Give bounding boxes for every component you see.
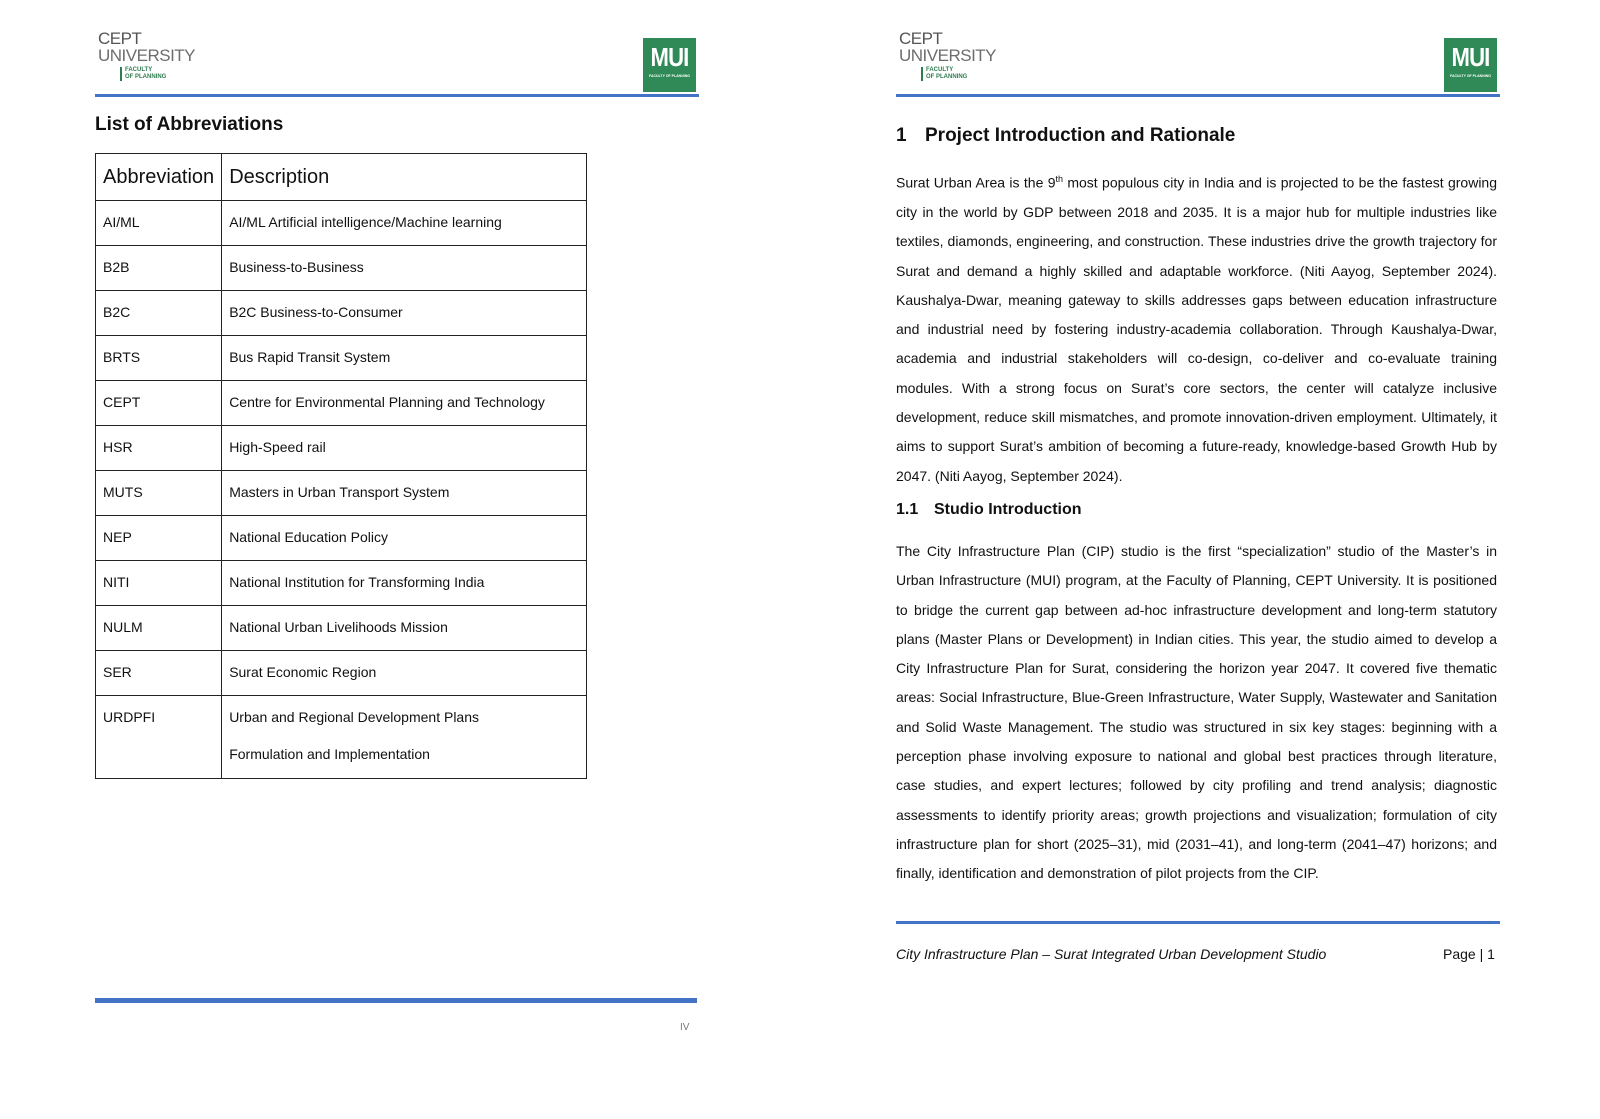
desc-cell: Business-to-Business: [222, 246, 587, 291]
table-row: [96, 651, 587, 696]
logo-faculty-line2: OF PLANNING: [926, 74, 968, 80]
column-header-description: Description: [222, 154, 587, 201]
logo-text-cept: CEPT: [98, 29, 142, 48]
section-heading: [896, 125, 1235, 147]
mui-logo-text: MUI: [1451, 42, 1490, 72]
footer-title: City Infrastructure Plan – Surat Integrated Urban Development Studio: [896, 946, 1327, 962]
mui-logo: [643, 38, 696, 92]
desc-cell: High-Speed rail: [222, 426, 587, 471]
logo-text-university: UNIVERSITY: [98, 46, 196, 65]
abbreviations-table: [95, 153, 587, 779]
page-number: Page | 1: [1443, 946, 1495, 962]
desc-cell: [222, 696, 587, 779]
intro-text-start: Surat Urban Area is the 9: [896, 174, 1056, 191]
table-row: [96, 381, 587, 426]
studio-paragraph: The City Infrastructure Plan (CIP) studio is the first “specialization” studio of the Master’s in Urban Infrastructure (MUI) program, at the Faculty of Planning, CEPT University. It is positioned to bridge the current gap between ad-hoc infrastructure development and long-term statutory plans (Master Plans or Development) in Indian cities. This year, the studio aimed to develop a City Infrastructure Plan for Surat, considering the horizon year 2047. It covered five thematic areas: Social Infrastructure, Blue-Green Infrastructure, Water Supply, Wastewater and Sanitation and Solid Waste Management. The studio was structured in six key stages: beginning with a perception phase involving exposure to national and global best practices through literature, case studies, and expert lectures; followed by city profiling and trend analysis; diagnostic assessments to identify priority areas; growth projections and visualization; formulation of city infrastructure plan for short (2025–31), mid (2031–41), and long-term (2041–47) horizons; and finally, identification and demonstration of pilot projects from the CIP.: [896, 543, 1497, 882]
section-title: List of Abbreviations: [95, 114, 284, 135]
table-row: [96, 246, 587, 291]
logo-text-university: UNIVERSITY: [899, 46, 997, 65]
desc-cell: National Education Policy: [222, 516, 587, 561]
abbr-cell: CEPT: [96, 381, 222, 426]
subsection-heading: [896, 501, 1082, 519]
header-rule: [896, 94, 1500, 97]
logo-faculty-line1: FACULTY: [926, 67, 954, 73]
abbr-cell: MUTS: [96, 471, 222, 516]
table-header-row: [96, 154, 587, 201]
logo-faculty: [921, 67, 999, 81]
table-row: [96, 291, 587, 336]
desc-cell: National Institution for Transforming India: [222, 561, 587, 606]
desc-line-1: Urban and Regional Development Plans: [229, 709, 480, 725]
abbr-cell: AI/ML: [96, 201, 222, 246]
desc-cell: Surat Economic Region: [222, 651, 587, 696]
logo-text-cept: CEPT: [899, 29, 943, 48]
desc-cell: AI/ML Artificial intelligence/Machine learning: [222, 201, 587, 246]
desc-cell: Bus Rapid Transit System: [222, 336, 587, 381]
desc-cell: National Urban Livelihoods Mission: [222, 606, 587, 651]
table-row: [96, 516, 587, 561]
mui-logo-subtext: FACULTY OF PLANNING: [1450, 74, 1491, 78]
section-number: 1: [896, 125, 907, 146]
table-row: [96, 426, 587, 471]
abbr-cell: B2B: [96, 246, 222, 291]
desc-cell: Centre for Environmental Planning and Technology: [222, 381, 587, 426]
abbr-cell: B2C: [96, 291, 222, 336]
desc-cell: B2C Business-to-Consumer: [222, 291, 587, 336]
mui-logo: [1444, 38, 1497, 92]
abbr-cell: NEP: [96, 516, 222, 561]
desc-line-2: Formulation and Implementation: [229, 746, 430, 762]
subsection-number: 1.1: [896, 501, 919, 518]
logo-faculty-line1: FACULTY: [125, 67, 153, 73]
page-number: IV: [680, 1022, 690, 1033]
table-row: [96, 606, 587, 651]
cept-university-logo: [899, 30, 999, 85]
right-page: [800, 0, 1600, 1119]
abbr-cell: NULM: [96, 606, 222, 651]
abbr-cell: URDPFI: [96, 696, 222, 779]
intro-text-rest: most populous city in India and is projected to be the fastest growing city in the world by GDP between 2018 and 2035. It is a major hub for multiple industries like textiles, diamonds, engineering, and construction. These industries drive the growth trajectory for Surat and demand a highly skilled and adaptable workforce. (Niti Aayog, September 2024). Kaushalya-Dwar, meaning gateway to skills addresses gaps between education infrastructure and industrial need by fostering industry-academia collaboration. Through Kaushalya-Dwar, academia and industrial stakeholders will co-design, co-deliver and co-evaluate training modules. With a strong focus on Surat’s core sectors, the center will catalyze inclusive development, reduce skill mismatches, and promote innovation-driven employment. Ultimately, it aims to support Surat’s ambition of becoming a future-ready, knowledge-based Growth Hub by 2047. (Niti Aayog, September 2024).: [896, 174, 1497, 484]
cept-university-logo: [98, 30, 198, 85]
table-row: [96, 696, 587, 779]
table-row: [96, 471, 587, 516]
table-row: [96, 561, 587, 606]
abbr-cell: HSR: [96, 426, 222, 471]
intro-paragraph: [896, 165, 1497, 491]
abbr-cell: SER: [96, 651, 222, 696]
table-row: [96, 201, 587, 246]
column-header-abbreviation: Abbreviation: [96, 154, 222, 201]
logo-faculty-line2: OF PLANNING: [125, 74, 167, 80]
abbr-cell: NITI: [96, 561, 222, 606]
table-row: [96, 336, 587, 381]
header-rule: [95, 94, 699, 97]
superscript-th: th: [1055, 174, 1064, 184]
section-heading-text: Project Introduction and Rationale: [925, 125, 1236, 146]
subsection-heading-text: Studio Introduction: [934, 501, 1082, 518]
mui-logo-text: MUI: [650, 42, 689, 72]
abbr-cell: BRTS: [96, 336, 222, 381]
footer-rule: [95, 998, 697, 1003]
footer-rule: [896, 921, 1500, 924]
desc-cell: Masters in Urban Transport System: [222, 471, 587, 516]
mui-logo-subtext: FACULTY OF PLANNING: [649, 74, 690, 78]
logo-faculty: [120, 67, 198, 81]
